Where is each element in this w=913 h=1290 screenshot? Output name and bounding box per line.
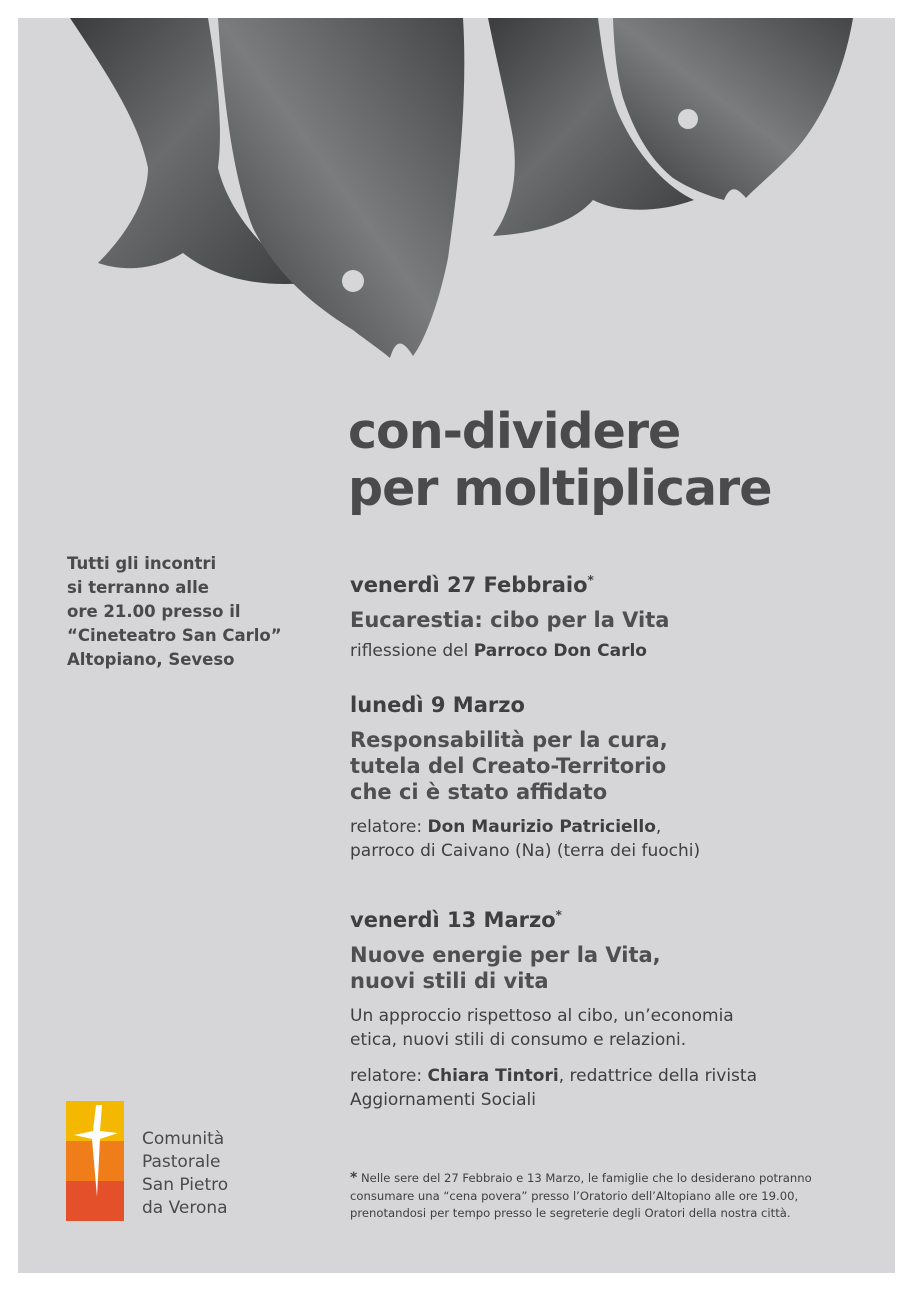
venue-info	[67, 552, 327, 672]
footnote: * Nelle sere del 27 Febbraio e 13 Marzo, le famiglie che lo desiderano potranno consumare una “cena povera” presso l’Oratorio dell’Altopiano alle ore 19.00, prenotandosi per tempo presso le segreterie degli Oratori della nostra città.	[350, 1170, 812, 1220]
poster	[18, 18, 895, 1273]
event-3	[350, 901, 880, 1112]
community-logo-icon	[66, 1101, 124, 1221]
event-title: Eucarestia: cibo per la Vita	[350, 608, 670, 632]
event-description: Un approccio rispettoso al cibo, un’economia etica, nuovi stili di consumo e relazioni.	[350, 1006, 734, 1050]
event-description: riflessione del Parroco Don Carlo	[350, 641, 647, 661]
venue-line: Altopiano, Seveso	[67, 650, 235, 669]
event-date: venerdì 27 Febbraio*	[350, 573, 594, 597]
fish-illustration	[18, 18, 895, 378]
speaker-name: Parroco Don Carlo	[473, 641, 647, 661]
venue-line: ore 21.00 presso il	[67, 602, 241, 621]
speaker-name: Don Maurizio Patriciello	[427, 817, 656, 837]
title-line-2: per moltiplicare	[348, 460, 772, 517]
venue-line: “Cineteatro San Carlo”	[67, 626, 282, 645]
event-1	[350, 566, 880, 663]
venue-line: Tutti gli incontri	[67, 554, 217, 573]
fish-eye-icon	[342, 270, 364, 292]
venue-line: si terranno alle	[67, 578, 209, 597]
speaker-name: Chiara Tintori	[427, 1066, 559, 1086]
title-line-1: con-dividere	[348, 403, 681, 460]
fish-eye-right-icon	[678, 109, 698, 129]
event-title: Responsabilità per la cura, tutela del Creato-Territorio che ci è stato affidato	[350, 728, 668, 804]
event-speaker: relatore: Chiara Tintori, redattrice della rivista Aggiornamenti Sociali	[350, 1066, 758, 1110]
asterisk-mark: *	[350, 1170, 358, 1186]
event-title: Nuove energie per la Vita, nuovi stili di vita	[350, 943, 661, 993]
page-title	[348, 403, 888, 517]
event-2	[350, 691, 880, 863]
asterisk-mark: *	[587, 573, 594, 587]
fish-head-center-icon	[218, 18, 464, 358]
event-date: lunedì 9 Marzo	[350, 693, 525, 717]
community-name: Comunità Pastorale San Pietro da Verona	[142, 1129, 229, 1218]
events-list	[350, 566, 880, 1112]
asterisk-mark: *	[555, 908, 562, 922]
event-speaker: relatore: Don Maurizio Patriciello, parroco di Caivano (Na) (terra dei fuochi)	[350, 817, 701, 861]
event-date: venerdì 13 Marzo*	[350, 908, 562, 932]
